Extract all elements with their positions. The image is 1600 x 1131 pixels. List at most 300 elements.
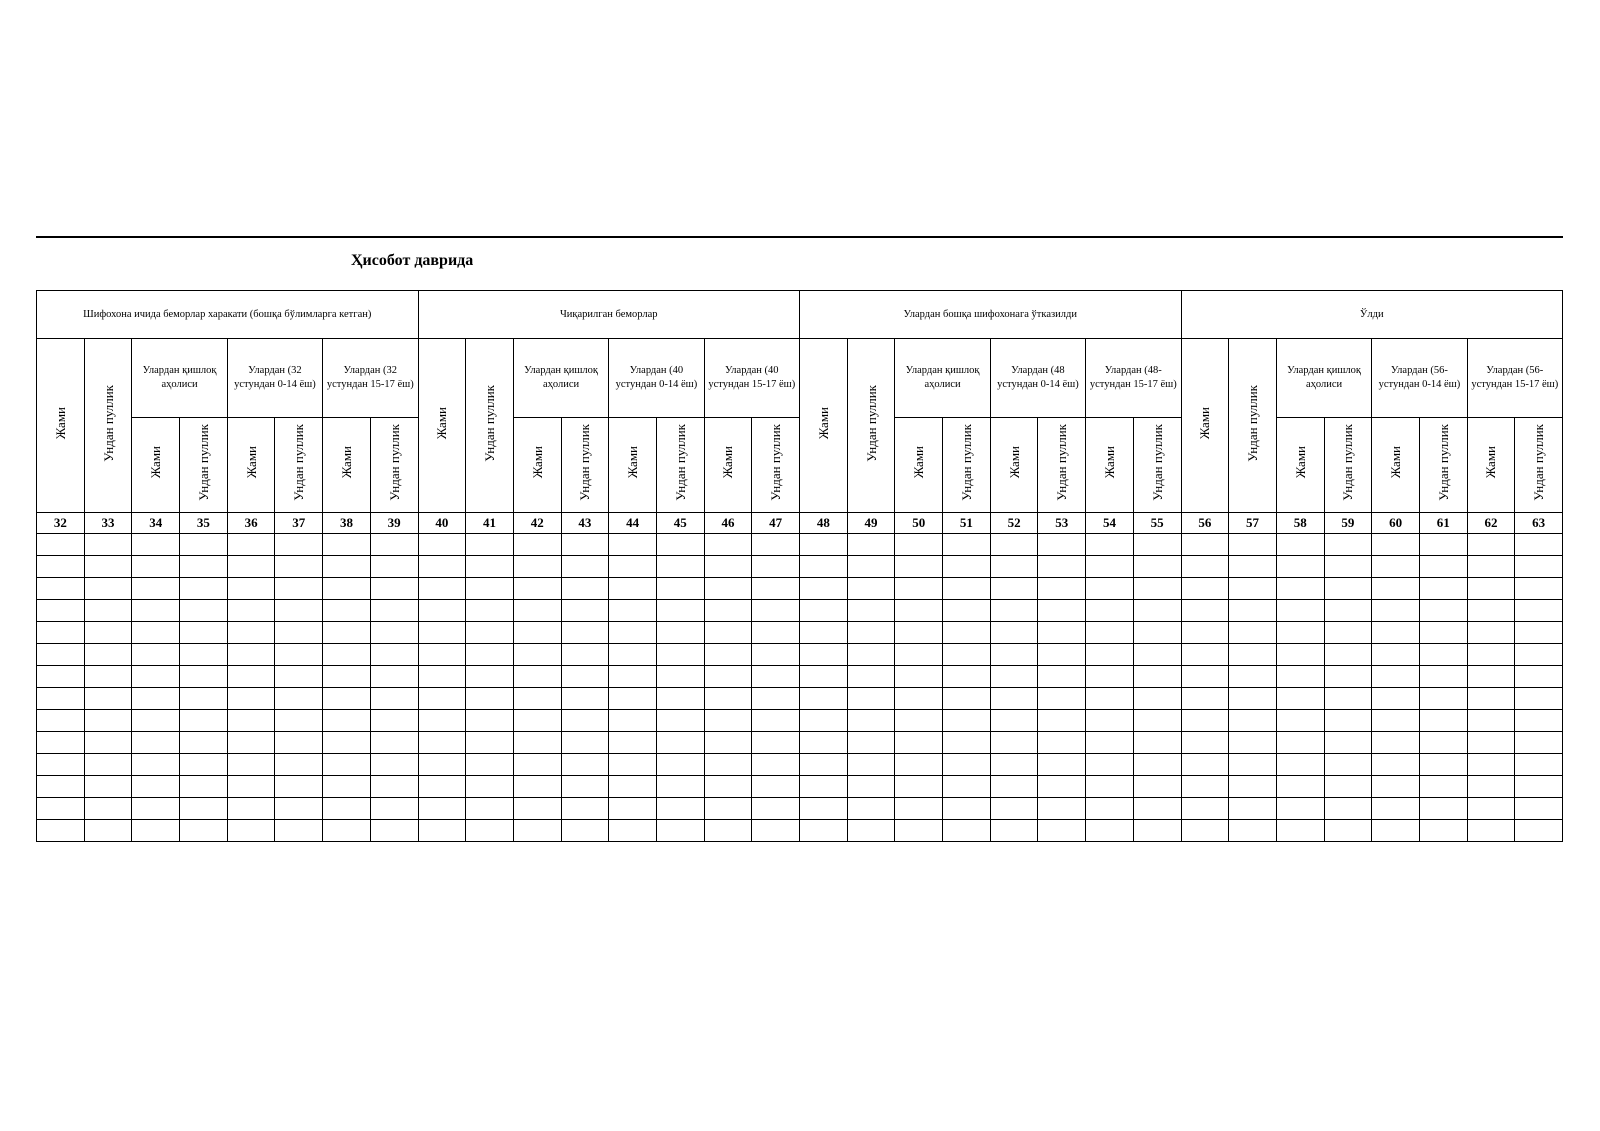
table-cell[interactable] xyxy=(1133,622,1181,644)
table-cell[interactable] xyxy=(990,622,1038,644)
table-cell[interactable] xyxy=(1419,534,1467,556)
table-cell[interactable] xyxy=(418,732,466,754)
table-cell[interactable] xyxy=(847,798,895,820)
table-cell[interactable] xyxy=(752,798,800,820)
table-cell[interactable] xyxy=(847,556,895,578)
table-cell[interactable] xyxy=(1038,754,1086,776)
table-cell[interactable] xyxy=(1324,710,1372,732)
table-cell[interactable] xyxy=(275,556,323,578)
table-cell[interactable] xyxy=(370,622,418,644)
table-cell[interactable] xyxy=(1372,798,1420,820)
table-cell[interactable] xyxy=(37,534,85,556)
table-cell[interactable] xyxy=(609,732,657,754)
table-cell[interactable] xyxy=(513,820,561,842)
table-cell[interactable] xyxy=(418,688,466,710)
table-cell[interactable] xyxy=(37,798,85,820)
table-cell[interactable] xyxy=(1133,644,1181,666)
table-cell[interactable] xyxy=(943,600,991,622)
table-cell[interactable] xyxy=(466,754,514,776)
table-cell[interactable] xyxy=(275,600,323,622)
table-cell[interactable] xyxy=(1038,534,1086,556)
table-cell[interactable] xyxy=(1086,666,1134,688)
table-cell[interactable] xyxy=(1419,688,1467,710)
table-cell[interactable] xyxy=(895,666,943,688)
table-cell[interactable] xyxy=(609,622,657,644)
table-cell[interactable] xyxy=(466,798,514,820)
table-cell[interactable] xyxy=(704,688,752,710)
table-cell[interactable] xyxy=(323,534,371,556)
table-cell[interactable] xyxy=(84,556,132,578)
table-cell[interactable] xyxy=(1229,622,1277,644)
table-cell[interactable] xyxy=(1086,556,1134,578)
table-cell[interactable] xyxy=(990,534,1038,556)
table-cell[interactable] xyxy=(895,644,943,666)
table-cell[interactable] xyxy=(1324,776,1372,798)
table-cell[interactable] xyxy=(1276,754,1324,776)
table-cell[interactable] xyxy=(227,534,275,556)
table-cell[interactable] xyxy=(1038,578,1086,600)
table-cell[interactable] xyxy=(513,534,561,556)
table-cell[interactable] xyxy=(132,776,180,798)
table-cell[interactable] xyxy=(895,754,943,776)
table-cell[interactable] xyxy=(1372,644,1420,666)
table-cell[interactable] xyxy=(418,644,466,666)
table-cell[interactable] xyxy=(943,666,991,688)
table-cell[interactable] xyxy=(1038,666,1086,688)
table-cell[interactable] xyxy=(1229,776,1277,798)
table-cell[interactable] xyxy=(1086,732,1134,754)
table-cell[interactable] xyxy=(943,622,991,644)
table-cell[interactable] xyxy=(84,754,132,776)
table-cell[interactable] xyxy=(37,710,85,732)
table-cell[interactable] xyxy=(704,622,752,644)
table-cell[interactable] xyxy=(132,578,180,600)
table-cell[interactable] xyxy=(1229,556,1277,578)
table-cell[interactable] xyxy=(275,622,323,644)
table-cell[interactable] xyxy=(1515,710,1563,732)
table-cell[interactable] xyxy=(1038,820,1086,842)
table-cell[interactable] xyxy=(1133,820,1181,842)
table-cell[interactable] xyxy=(275,754,323,776)
table-cell[interactable] xyxy=(180,622,228,644)
table-cell[interactable] xyxy=(800,776,848,798)
table-cell[interactable] xyxy=(656,820,704,842)
table-cell[interactable] xyxy=(323,666,371,688)
table-cell[interactable] xyxy=(656,688,704,710)
table-cell[interactable] xyxy=(132,798,180,820)
table-cell[interactable] xyxy=(1276,798,1324,820)
table-cell[interactable] xyxy=(847,710,895,732)
table-cell[interactable] xyxy=(1181,556,1229,578)
table-cell[interactable] xyxy=(1324,556,1372,578)
table-cell[interactable] xyxy=(990,798,1038,820)
table-cell[interactable] xyxy=(656,534,704,556)
table-cell[interactable] xyxy=(275,578,323,600)
table-cell[interactable] xyxy=(561,622,609,644)
table-cell[interactable] xyxy=(466,556,514,578)
table-cell[interactable] xyxy=(1467,710,1515,732)
table-cell[interactable] xyxy=(323,776,371,798)
table-cell[interactable] xyxy=(1515,776,1563,798)
table-cell[interactable] xyxy=(1133,666,1181,688)
table-cell[interactable] xyxy=(990,732,1038,754)
table-cell[interactable] xyxy=(513,710,561,732)
table-cell[interactable] xyxy=(609,798,657,820)
table-cell[interactable] xyxy=(1276,820,1324,842)
table-cell[interactable] xyxy=(895,688,943,710)
table-cell[interactable] xyxy=(513,600,561,622)
table-cell[interactable] xyxy=(609,578,657,600)
table-cell[interactable] xyxy=(466,644,514,666)
table-cell[interactable] xyxy=(1229,600,1277,622)
table-cell[interactable] xyxy=(847,754,895,776)
table-cell[interactable] xyxy=(227,556,275,578)
table-cell[interactable] xyxy=(1467,820,1515,842)
table-cell[interactable] xyxy=(1276,688,1324,710)
table-cell[interactable] xyxy=(1324,578,1372,600)
table-cell[interactable] xyxy=(37,622,85,644)
table-cell[interactable] xyxy=(37,820,85,842)
table-cell[interactable] xyxy=(418,556,466,578)
table-cell[interactable] xyxy=(800,710,848,732)
table-cell[interactable] xyxy=(1181,732,1229,754)
table-cell[interactable] xyxy=(418,754,466,776)
table-cell[interactable] xyxy=(990,754,1038,776)
table-cell[interactable] xyxy=(1229,820,1277,842)
table-cell[interactable] xyxy=(1467,534,1515,556)
table-cell[interactable] xyxy=(418,776,466,798)
table-cell[interactable] xyxy=(370,600,418,622)
table-cell[interactable] xyxy=(1372,556,1420,578)
table-cell[interactable] xyxy=(1133,710,1181,732)
table-cell[interactable] xyxy=(1372,710,1420,732)
table-cell[interactable] xyxy=(1038,798,1086,820)
table-cell[interactable] xyxy=(84,644,132,666)
table-cell[interactable] xyxy=(1467,776,1515,798)
table-cell[interactable] xyxy=(275,732,323,754)
table-cell[interactable] xyxy=(561,556,609,578)
table-cell[interactable] xyxy=(847,688,895,710)
table-cell[interactable] xyxy=(1086,688,1134,710)
table-cell[interactable] xyxy=(323,688,371,710)
table-cell[interactable] xyxy=(704,578,752,600)
table-cell[interactable] xyxy=(561,600,609,622)
table-cell[interactable] xyxy=(1181,820,1229,842)
table-cell[interactable] xyxy=(466,534,514,556)
table-cell[interactable] xyxy=(1038,776,1086,798)
table-cell[interactable] xyxy=(609,644,657,666)
table-cell[interactable] xyxy=(370,732,418,754)
table-cell[interactable] xyxy=(1181,600,1229,622)
table-cell[interactable] xyxy=(227,798,275,820)
table-cell[interactable] xyxy=(1276,666,1324,688)
table-cell[interactable] xyxy=(704,666,752,688)
table-cell[interactable] xyxy=(513,666,561,688)
table-cell[interactable] xyxy=(1038,556,1086,578)
table-cell[interactable] xyxy=(1515,556,1563,578)
table-cell[interactable] xyxy=(466,776,514,798)
table-cell[interactable] xyxy=(1515,644,1563,666)
table-cell[interactable] xyxy=(990,666,1038,688)
table-cell[interactable] xyxy=(704,556,752,578)
table-cell[interactable] xyxy=(513,622,561,644)
table-cell[interactable] xyxy=(800,688,848,710)
table-cell[interactable] xyxy=(1467,688,1515,710)
table-cell[interactable] xyxy=(1229,798,1277,820)
table-cell[interactable] xyxy=(1276,710,1324,732)
table-cell[interactable] xyxy=(704,732,752,754)
table-cell[interactable] xyxy=(180,710,228,732)
table-cell[interactable] xyxy=(370,820,418,842)
table-cell[interactable] xyxy=(1038,600,1086,622)
table-cell[interactable] xyxy=(656,622,704,644)
table-cell[interactable] xyxy=(1038,710,1086,732)
table-cell[interactable] xyxy=(1467,622,1515,644)
table-cell[interactable] xyxy=(1229,666,1277,688)
table-cell[interactable] xyxy=(370,710,418,732)
table-cell[interactable] xyxy=(418,710,466,732)
table-cell[interactable] xyxy=(1229,754,1277,776)
table-cell[interactable] xyxy=(800,754,848,776)
table-cell[interactable] xyxy=(1324,820,1372,842)
table-cell[interactable] xyxy=(656,710,704,732)
table-cell[interactable] xyxy=(752,710,800,732)
table-cell[interactable] xyxy=(84,732,132,754)
table-cell[interactable] xyxy=(1229,578,1277,600)
table-cell[interactable] xyxy=(752,600,800,622)
table-cell[interactable] xyxy=(990,556,1038,578)
table-cell[interactable] xyxy=(37,754,85,776)
table-cell[interactable] xyxy=(1038,622,1086,644)
table-cell[interactable] xyxy=(1515,688,1563,710)
table-cell[interactable] xyxy=(1467,798,1515,820)
table-cell[interactable] xyxy=(1229,732,1277,754)
table-cell[interactable] xyxy=(1515,754,1563,776)
table-cell[interactable] xyxy=(1181,644,1229,666)
table-cell[interactable] xyxy=(323,710,371,732)
table-cell[interactable] xyxy=(466,688,514,710)
table-cell[interactable] xyxy=(704,644,752,666)
table-cell[interactable] xyxy=(1515,600,1563,622)
table-cell[interactable] xyxy=(227,600,275,622)
table-cell[interactable] xyxy=(1419,710,1467,732)
table-cell[interactable] xyxy=(847,732,895,754)
table-cell[interactable] xyxy=(1372,578,1420,600)
table-cell[interactable] xyxy=(656,776,704,798)
table-cell[interactable] xyxy=(1419,776,1467,798)
table-cell[interactable] xyxy=(1086,534,1134,556)
table-cell[interactable] xyxy=(132,600,180,622)
table-cell[interactable] xyxy=(1086,578,1134,600)
table-cell[interactable] xyxy=(180,732,228,754)
table-cell[interactable] xyxy=(227,754,275,776)
table-cell[interactable] xyxy=(800,534,848,556)
table-cell[interactable] xyxy=(943,776,991,798)
table-cell[interactable] xyxy=(656,732,704,754)
table-cell[interactable] xyxy=(1181,534,1229,556)
table-cell[interactable] xyxy=(847,578,895,600)
table-cell[interactable] xyxy=(1467,754,1515,776)
table-cell[interactable] xyxy=(513,732,561,754)
table-cell[interactable] xyxy=(180,776,228,798)
table-cell[interactable] xyxy=(704,776,752,798)
table-cell[interactable] xyxy=(275,820,323,842)
table-cell[interactable] xyxy=(1086,644,1134,666)
table-cell[interactable] xyxy=(180,754,228,776)
table-cell[interactable] xyxy=(513,644,561,666)
table-cell[interactable] xyxy=(323,754,371,776)
table-cell[interactable] xyxy=(895,798,943,820)
table-cell[interactable] xyxy=(943,644,991,666)
table-cell[interactable] xyxy=(1181,798,1229,820)
table-cell[interactable] xyxy=(466,820,514,842)
table-cell[interactable] xyxy=(1133,578,1181,600)
table-cell[interactable] xyxy=(418,820,466,842)
table-cell[interactable] xyxy=(370,666,418,688)
table-cell[interactable] xyxy=(37,578,85,600)
table-cell[interactable] xyxy=(704,820,752,842)
table-cell[interactable] xyxy=(1229,688,1277,710)
table-cell[interactable] xyxy=(1181,666,1229,688)
table-cell[interactable] xyxy=(1324,666,1372,688)
table-cell[interactable] xyxy=(37,776,85,798)
table-cell[interactable] xyxy=(132,644,180,666)
table-cell[interactable] xyxy=(847,666,895,688)
table-cell[interactable] xyxy=(752,578,800,600)
table-cell[interactable] xyxy=(513,688,561,710)
table-cell[interactable] xyxy=(1419,666,1467,688)
table-cell[interactable] xyxy=(1133,556,1181,578)
table-cell[interactable] xyxy=(609,600,657,622)
table-cell[interactable] xyxy=(180,534,228,556)
table-cell[interactable] xyxy=(561,820,609,842)
table-cell[interactable] xyxy=(943,798,991,820)
table-cell[interactable] xyxy=(943,820,991,842)
table-cell[interactable] xyxy=(1467,600,1515,622)
table-cell[interactable] xyxy=(180,688,228,710)
table-cell[interactable] xyxy=(752,622,800,644)
table-cell[interactable] xyxy=(132,754,180,776)
table-cell[interactable] xyxy=(1229,644,1277,666)
table-cell[interactable] xyxy=(323,556,371,578)
table-cell[interactable] xyxy=(561,776,609,798)
table-cell[interactable] xyxy=(943,556,991,578)
table-cell[interactable] xyxy=(513,776,561,798)
table-cell[interactable] xyxy=(847,534,895,556)
table-cell[interactable] xyxy=(1324,754,1372,776)
table-cell[interactable] xyxy=(943,534,991,556)
table-cell[interactable] xyxy=(1276,732,1324,754)
table-cell[interactable] xyxy=(1086,710,1134,732)
table-cell[interactable] xyxy=(418,798,466,820)
table-cell[interactable] xyxy=(1419,600,1467,622)
table-cell[interactable] xyxy=(800,798,848,820)
table-cell[interactable] xyxy=(1324,798,1372,820)
table-cell[interactable] xyxy=(752,666,800,688)
table-cell[interactable] xyxy=(1181,776,1229,798)
table-cell[interactable] xyxy=(752,556,800,578)
table-cell[interactable] xyxy=(132,688,180,710)
table-cell[interactable] xyxy=(847,644,895,666)
table-cell[interactable] xyxy=(370,578,418,600)
table-cell[interactable] xyxy=(1181,578,1229,600)
table-cell[interactable] xyxy=(37,556,85,578)
table-cell[interactable] xyxy=(1372,732,1420,754)
table-cell[interactable] xyxy=(370,776,418,798)
table-cell[interactable] xyxy=(1276,776,1324,798)
table-cell[interactable] xyxy=(1419,754,1467,776)
table-cell[interactable] xyxy=(1133,776,1181,798)
table-cell[interactable] xyxy=(1133,732,1181,754)
table-cell[interactable] xyxy=(323,600,371,622)
table-cell[interactable] xyxy=(943,688,991,710)
table-cell[interactable] xyxy=(752,754,800,776)
table-cell[interactable] xyxy=(1419,820,1467,842)
table-cell[interactable] xyxy=(609,666,657,688)
table-cell[interactable] xyxy=(943,754,991,776)
table-cell[interactable] xyxy=(1515,732,1563,754)
table-cell[interactable] xyxy=(752,820,800,842)
table-cell[interactable] xyxy=(1276,556,1324,578)
table-cell[interactable] xyxy=(1324,534,1372,556)
table-cell[interactable] xyxy=(370,534,418,556)
table-cell[interactable] xyxy=(132,556,180,578)
table-cell[interactable] xyxy=(370,556,418,578)
table-cell[interactable] xyxy=(847,776,895,798)
table-cell[interactable] xyxy=(561,534,609,556)
table-cell[interactable] xyxy=(323,622,371,644)
table-cell[interactable] xyxy=(1086,600,1134,622)
table-cell[interactable] xyxy=(895,600,943,622)
table-cell[interactable] xyxy=(227,732,275,754)
table-cell[interactable] xyxy=(1515,666,1563,688)
table-cell[interactable] xyxy=(275,688,323,710)
table-cell[interactable] xyxy=(466,622,514,644)
table-cell[interactable] xyxy=(466,732,514,754)
table-cell[interactable] xyxy=(37,688,85,710)
table-cell[interactable] xyxy=(800,622,848,644)
table-cell[interactable] xyxy=(656,600,704,622)
table-cell[interactable] xyxy=(990,644,1038,666)
table-cell[interactable] xyxy=(37,644,85,666)
table-cell[interactable] xyxy=(513,798,561,820)
table-cell[interactable] xyxy=(84,798,132,820)
table-cell[interactable] xyxy=(1086,622,1134,644)
table-cell[interactable] xyxy=(275,644,323,666)
table-cell[interactable] xyxy=(1324,644,1372,666)
table-cell[interactable] xyxy=(561,710,609,732)
table-cell[interactable] xyxy=(466,600,514,622)
table-cell[interactable] xyxy=(1038,688,1086,710)
table-cell[interactable] xyxy=(1276,578,1324,600)
table-cell[interactable] xyxy=(370,688,418,710)
table-cell[interactable] xyxy=(990,820,1038,842)
table-cell[interactable] xyxy=(1372,820,1420,842)
table-cell[interactable] xyxy=(323,798,371,820)
table-cell[interactable] xyxy=(1515,534,1563,556)
table-cell[interactable] xyxy=(1515,798,1563,820)
table-cell[interactable] xyxy=(1372,534,1420,556)
table-cell[interactable] xyxy=(561,732,609,754)
table-cell[interactable] xyxy=(1419,578,1467,600)
table-cell[interactable] xyxy=(1467,732,1515,754)
table-cell[interactable] xyxy=(609,710,657,732)
table-cell[interactable] xyxy=(1276,622,1324,644)
table-cell[interactable] xyxy=(704,798,752,820)
table-cell[interactable] xyxy=(180,556,228,578)
table-cell[interactable] xyxy=(1133,754,1181,776)
table-cell[interactable] xyxy=(561,688,609,710)
